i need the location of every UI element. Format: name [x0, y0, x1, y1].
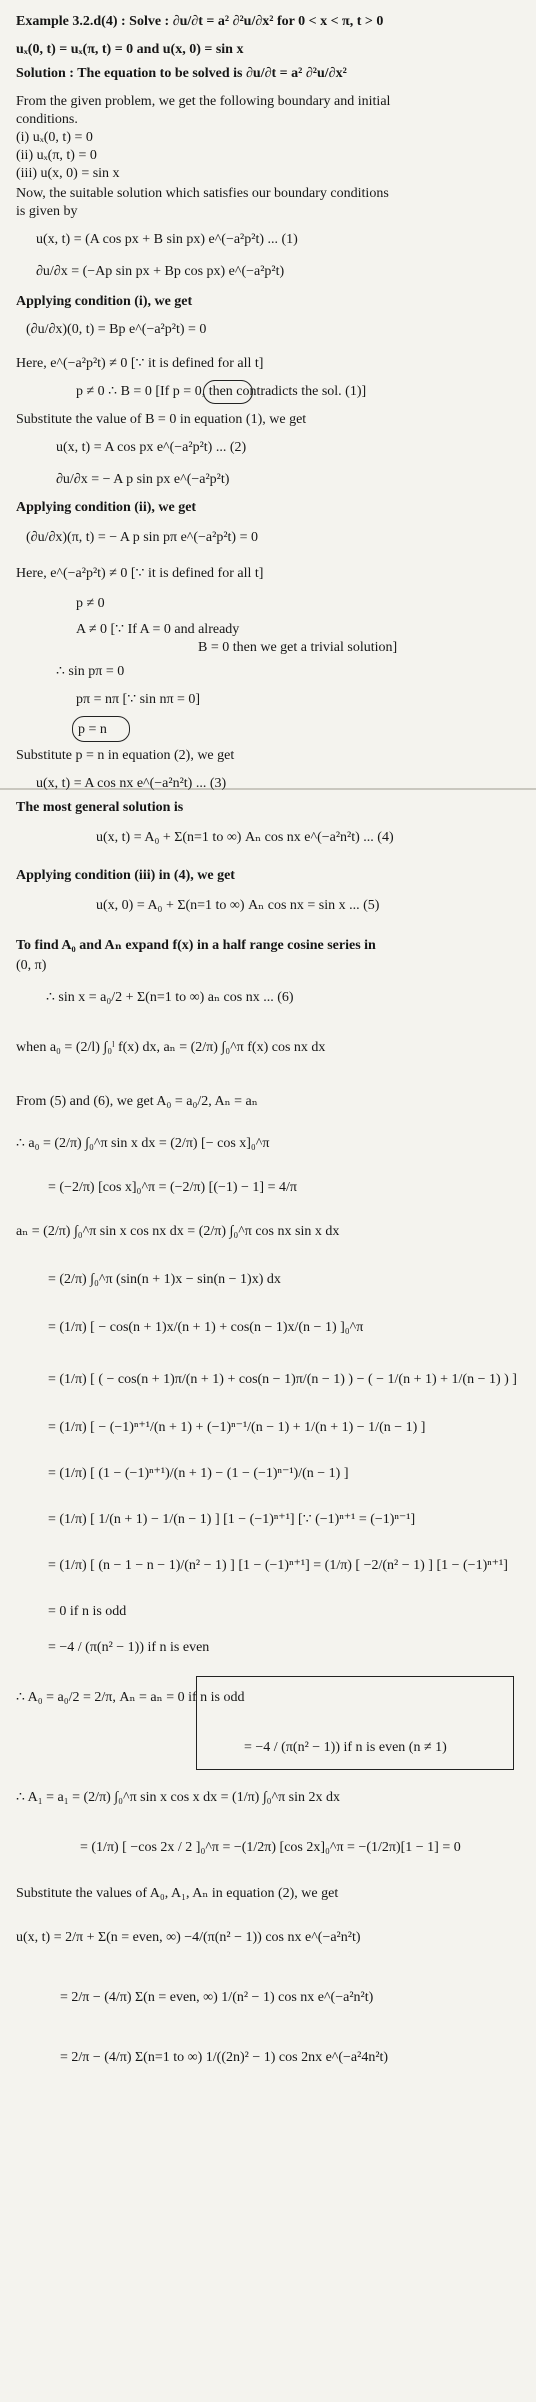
text-line: u(x, t) = 2/π + Σ(n = even, ∞) −4/(π(n² − 1)) cos nx e^(−a²n²t) — [16, 1930, 361, 1945]
text-line: (∂u/∂x)(π, t) = − A p sin pπ e^(−a²p²t) = 0 — [26, 530, 258, 545]
text-line: u(x, t) = A cos px e^(−a²p²t) ... (2) — [56, 440, 247, 455]
text-line: Here, e^(−a²p²t) ≠ 0 [∵ it is defined for all t] — [16, 356, 264, 371]
text-line: Applying condition (i), we get — [16, 294, 193, 309]
text-line: (0, π) — [16, 958, 47, 973]
text-line: = 2/π − (4/π) Σ(n = even, ∞) 1/(n² − 1) cos nx e^(−a²n²t) — [60, 1990, 374, 2005]
text-line: when a₀ = (2/l) ∫₀ˡ f(x) dx, aₙ = (2/π) ∫₀^π f(x) cos nx dx — [16, 1040, 326, 1055]
text-line: = (1/π) [ (n − 1 − n − 1)/(n² − 1) ] [1 − (−1)ⁿ⁺¹] = (1/π) [ −2/(n² − 1) ] [1 − (−1)ⁿ⁺¹] — [48, 1558, 508, 1573]
text-line: is given by — [16, 204, 78, 219]
text-line: pπ = nπ [∵ sin nπ = 0] — [76, 692, 201, 707]
text-line: From the given problem, we get the following boundary and initial — [16, 94, 391, 109]
text-line: = 2/π − (4/π) Σ(n=1 to ∞) 1/((2n)² − 1) cos 2nx e^(−a²4n²t) — [60, 2050, 389, 2065]
text-line: p ≠ 0 — [76, 596, 105, 611]
text-line: u(x, t) = A₀ + Σ(n=1 to ∞) Aₙ cos nx e^(−a²n²t) ... (4) — [96, 830, 394, 845]
text-line: Example 3.2.d(4) : Solve : ∂u/∂t = a² ∂²u/∂x² for 0 < x < π, t > 0 — [16, 14, 384, 29]
text-line: ∴ sin x = a₀/2 + Σ(n=1 to ∞) aₙ cos nx ... (6) — [46, 990, 294, 1005]
text-line: Substitute p = n in equation (2), we get — [16, 748, 235, 763]
text-line: (∂u/∂x)(0, t) = Bp e^(−a²p²t) = 0 — [26, 322, 207, 337]
text-line: A ≠ 0 [∵ If A = 0 and already — [76, 622, 240, 637]
text-line: Substitute the values of A₀, A₁, Aₙ in equation (2), we get — [16, 1886, 339, 1901]
text-line: Substitute the value of B = 0 in equation (1), we get — [16, 412, 307, 427]
text-line: Applying condition (ii), we get — [16, 500, 197, 515]
text-line: ∂u/∂x = (−Ap sin px + Bp cos px) e^(−a²p²t) — [36, 264, 285, 279]
text-line: (iii) u(x, 0) = sin x — [16, 166, 120, 181]
text-line: To find A₀ and Aₙ expand f(x) in a half range cosine series in — [16, 938, 376, 953]
text-line: ∴ a₀ = (2/π) ∫₀^π sin x dx = (2/π) [− cos x]₀^π — [16, 1136, 270, 1151]
text-line: ∴ A₀ = a₀/2 = 2/π, Aₙ = aₙ = 0 if n is odd — [16, 1690, 245, 1705]
text-line: = (2/π) ∫₀^π (sin(n + 1)x − sin(n − 1)x) dx — [48, 1272, 281, 1287]
text-line: = (1/π) [ − cos(n + 1)x/(n + 1) + cos(n − 1)x/(n − 1) ]₀^π — [48, 1320, 364, 1335]
text-line: Solution : The equation to be solved is ∂u/∂t = a² ∂²u/∂x² — [16, 66, 347, 81]
text-line: = −4 / (π(n² − 1)) if n is even (n ≠ 1) — [244, 1740, 447, 1755]
text-line: = (1/π) [ ( − cos(n + 1)π/(n + 1) + cos(n − 1)π/(n − 1) ) − ( − 1/(n + 1) + 1/(n − 1) ) ] — [48, 1372, 517, 1387]
text-line: uₓ(0, t) = uₓ(π, t) = 0 and u(x, 0) = sin x — [16, 42, 244, 57]
text-line: = (1/π) [ 1/(n + 1) − 1/(n − 1) ] [1 − (−1)ⁿ⁺¹] [∵ (−1)ⁿ⁺¹ = (−1)ⁿ⁻¹] — [48, 1512, 416, 1527]
text-line: ∴ sin pπ = 0 — [56, 664, 125, 679]
text-line: ∴ A₁ = a₁ = (2/π) ∫₀^π sin x cos x dx = (1/π) ∫₀^π sin 2x dx — [16, 1790, 341, 1805]
text-line: = (1/π) [ − (−1)ⁿ⁺¹/(n + 1) + (−1)ⁿ⁻¹/(n − 1) + 1/(n + 1) − 1/(n − 1) ] — [48, 1420, 426, 1435]
text-line: = 0 if n is odd — [48, 1604, 127, 1619]
text-line: = (−2/π) [cos x]₀^π = (−2/π) [(−1) − 1] = 4/π — [48, 1180, 297, 1195]
text-line: = (1/π) [ −cos 2x / 2 ]₀^π = −(1/2π) [cos 2x]₀^π = −(1/2π)[1 − 1] = 0 — [80, 1840, 461, 1855]
text-line: (ii) uₓ(π, t) = 0 — [16, 148, 97, 163]
text-line: u(x, t) = A cos nx e^(−a²n²t) ... (3) — [36, 776, 227, 791]
text-line: B = 0 then we get a trivial solution] — [198, 640, 398, 655]
text-line: u(x, 0) = A₀ + Σ(n=1 to ∞) Aₙ cos nx = sin x ... (5) — [96, 898, 380, 913]
text-line: p ≠ 0 ∴ B = 0 [If p = 0, then contradicts the sol. (1)] — [76, 384, 367, 399]
text-line: Here, e^(−a²p²t) ≠ 0 [∵ it is defined for all t] — [16, 566, 264, 581]
text-line: Now, the suitable solution which satisfies our boundary conditions — [16, 186, 389, 201]
text-line: From (5) and (6), we get A₀ = a₀/2, Aₙ = aₙ — [16, 1094, 258, 1109]
text-line: u(x, t) = (A cos px + B sin px) e^(−a²p²t) ... (1) — [36, 232, 298, 247]
text-line: ∂u/∂x = − A p sin px e^(−a²p²t) — [56, 472, 230, 487]
text-line: (i) uₓ(0, t) = 0 — [16, 130, 93, 145]
text-line: p = n — [78, 722, 107, 737]
text-line: = (1/π) [ (1 − (−1)ⁿ⁺¹)/(n + 1) − (1 − (−1)ⁿ⁻¹)/(n − 1) ] — [48, 1466, 349, 1481]
text-line: = −4 / (π(n² − 1)) if n is even — [48, 1640, 210, 1655]
text-line: The most general solution is — [16, 800, 184, 815]
text-line: conditions. — [16, 112, 78, 127]
text-line: aₙ = (2/π) ∫₀^π sin x cos nx dx = (2/π) ∫₀^π cos nx sin x dx — [16, 1224, 340, 1239]
text-line: Applying condition (iii) in (4), we get — [16, 868, 235, 883]
